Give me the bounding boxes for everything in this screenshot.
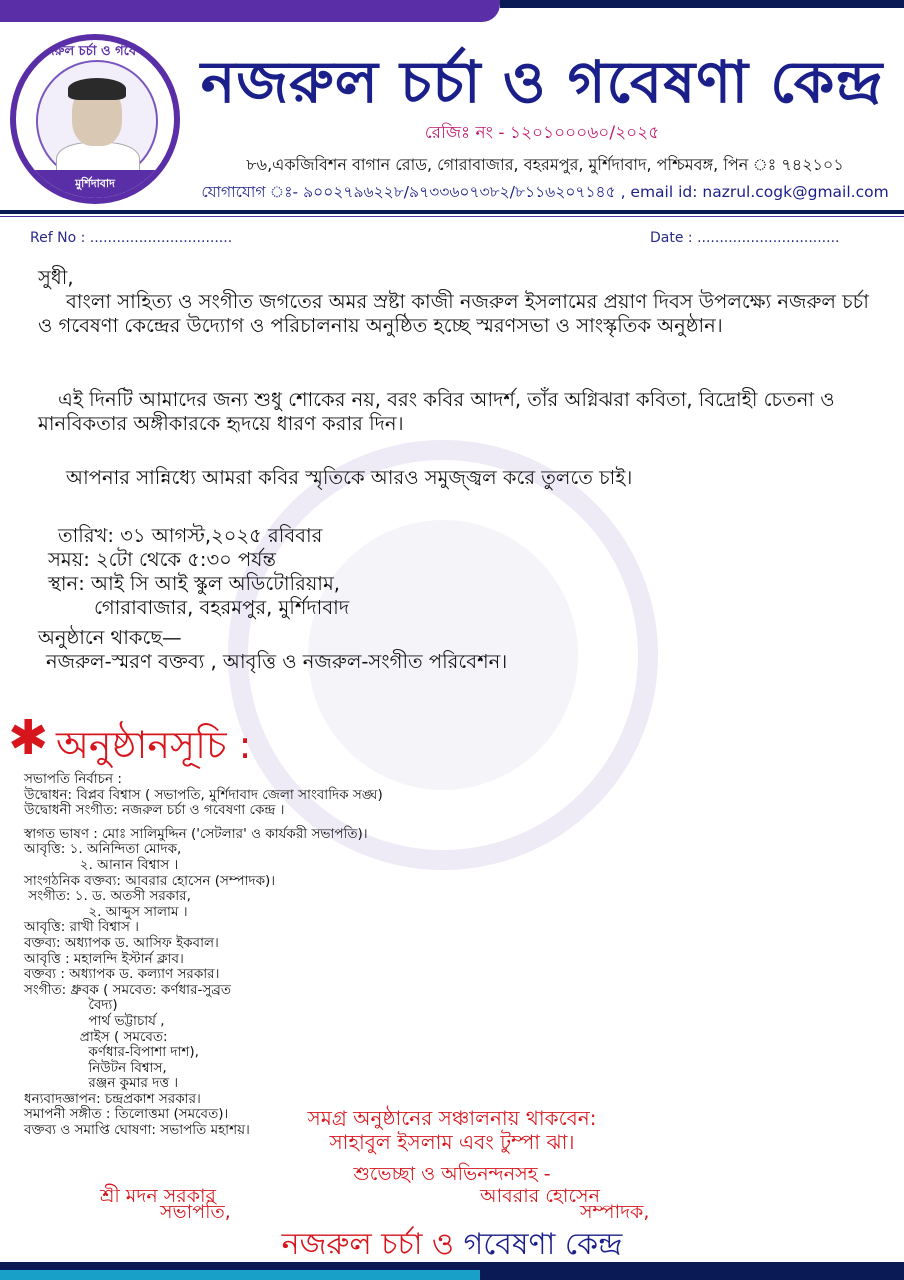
org-logo [10, 34, 180, 204]
asterisk-icon: ✱ [8, 710, 49, 766]
schedule-item: নিউটন বিশ্বাস, [24, 1059, 167, 1076]
logo-portrait [36, 60, 158, 182]
schedule-item: আবৃত্তি : মহালন্দি ইস্টার্ন ক্লাব। [24, 950, 184, 967]
conductors-line1: সমগ্র অনুষ্ঠানের সঞ্চালনায় থাকবেন: [307, 1106, 597, 1130]
logo-ring-text: নজরুল চর্চা ও গবেষণা [35, 44, 155, 59]
event-time: সময়: ২টো থেকে ৫:৩০ পর্যন্ত [48, 548, 276, 571]
paragraph-intro-text: বাংলা সাহিত্য ও সংগীত জগতের অমর স্রষ্টা কাজী নজরুল ইসলামের প্রয়াণ দিবস উপলক্ষ্যে নজরুল চর্চা ও গবেষণা কেন্দ্রের উদ্যোগ ও পরিচালনায় অনুষ্ঠিত হচ্ছে স্মরণসভা ও সাংস্কৃতিক অনুষ্ঠান। [38, 290, 869, 337]
schedule-item: বক্তব্য: অধ্যাপক ড. আসিফ ইকবাল। [24, 934, 219, 951]
top-purple-bar [0, 0, 500, 22]
logo-portrait-hair [68, 78, 126, 100]
schedule-item: বক্তব্য ও সমাপ্তি ঘোষণা: সভাপতি মহাশয়। [24, 1122, 250, 1139]
schedule-title: অনুষ্ঠানসূচি : [56, 723, 252, 767]
date-field: Date : ................................ [650, 230, 840, 246]
signer1-name: শ্রী মদন সরকার [100, 1185, 216, 1207]
schedule-item: প্রাইস ( সমবেত: [24, 1028, 168, 1045]
program-items: নজরুল-স্মরণ বক্তব্য , আবৃত্তি ও নজরুল-সংগীত পরিবেশন। [46, 650, 508, 673]
paragraph-invitation [38, 466, 888, 490]
schedule-item: বক্তব্য : অধ্যাপক ড. কল্যাণ সরকার। [24, 966, 220, 983]
paragraph-intro [38, 290, 888, 338]
schedule-item: স্বাগত ভাষণ : মোঃ সালিমুদ্দিন ('সেটলার' ও কার্যকরী সভাপতি)। [24, 825, 368, 842]
schedule-item: বৈদ্য) [24, 997, 118, 1014]
org-contact: যোগাযোগ ঃ- ৯০০২৭৯৬২২৮/৯৭৩৩৬০৭৩৮২/৮১১৬২০৭১৪৫ , email id: nazrul.cogk@gmail.com [201, 183, 889, 201]
paragraph-significance-text: এই দিনটি আমাদের জন্য শুধু শোকের নয়, বরং কবির আদর্শ, তাঁর অগ্নিঝরা কবিতা, বিদ্রোহী চেতনা ও মানবিকতার অঙ্গীকারকে হৃদয়ে ধারণ করার দিন। [38, 388, 835, 435]
logo-place: মুর্শিদাবাদ [75, 177, 115, 190]
registration-number: রেজিঃ নং - ১২০১০০০৬০/২০২৫ [424, 123, 660, 143]
org-title: নজরুল চর্চা ও গবেষণা কেন্দ্র [200, 48, 884, 116]
schedule-list [24, 772, 904, 1139]
footer-org-part1: নজরুল চর্চা ও [281, 1227, 455, 1262]
greetings-line: শুভেচ্ছা ও অভিনন্দনসহ - [353, 1163, 551, 1185]
program-summary [38, 626, 888, 674]
ref-no-field: Ref No : ................................ [30, 230, 233, 246]
schedule-item: সভাপতি নির্বাচন : [24, 771, 122, 787]
schedule-item: আবৃত্তি: ১. অনিন্দিতা মোদক, [24, 841, 182, 858]
paragraph-invitation-text: আপনার সান্নিধ্যে আমরা কবির স্মৃতিকে আরও সমুজ্জ্বল করে তুলতে চাই। [66, 466, 633, 489]
top-navy-bar [500, 0, 904, 8]
org-address: ৮৬,একজিবিশন বাগান রোড, গোরাবাজার, বহরমপুর, মুর্শিদাবাদ, পশ্চিমবঙ্গ, পিন ঃ ৭৪২১০১ [246, 155, 844, 174]
salutation: সুধী, [38, 266, 74, 289]
schedule-item: সংগীত: ১. ড. অতসী সরকার, [24, 888, 191, 905]
signer2-role: সম্পাদক, [580, 1201, 650, 1223]
schedule-item: ২. আনান বিশ্বাস । [24, 856, 179, 873]
schedule-item: সংগীত: ধ্রুবক ( সমবেত: কর্ণধার-সুব্রত [24, 981, 232, 998]
schedule-item: পার্থ ভট্টাচার্য , [24, 1012, 165, 1029]
footer-org-part2: গবেষণা কেন্দ্র [463, 1227, 623, 1262]
program-intro: অনুষ্ঠানে থাকছে— [38, 626, 182, 649]
schedule-item: আবৃত্তি: রাখী বিশ্বাস । [24, 919, 140, 936]
paragraph-significance [38, 388, 888, 436]
event-details [42, 524, 842, 620]
event-venue-line1: স্থান: আই সি আই স্কুল অডিটোরিয়াম, [48, 572, 340, 595]
schedule-item: সমাপনী সঙ্গীত : তিলোত্তমা (সমবেত)। [24, 1106, 229, 1123]
schedule-item: ধন্যবাদজ্ঞাপন: চন্দ্রপ্রকাশ সরকার। [24, 1090, 201, 1107]
header-divider-thin [0, 216, 904, 217]
schedule-item: রঞ্জন কুমার দত্ত । [24, 1075, 179, 1092]
bottom-teal-bar [0, 1270, 480, 1280]
schedule-item: উদ্বোধন: বিপ্লব বিশ্বাস ( সভাপতি, মুর্শিদাবাদ জেলা সাংবাদিক সঙ্ঘ) [24, 786, 383, 803]
event-venue-line2: গোরাবাজার, বহরমপুর, মুর্শিদাবাদ [94, 596, 350, 619]
signer2-name: আবরার হোসেন [480, 1185, 600, 1207]
schedule-item: ২. আব্দুস সালাম । [24, 903, 188, 920]
schedule-item: সাংগঠনিক বক্তব্য: আবরার হোসেন (সম্পাদক)। [24, 872, 276, 889]
signer1-role: সভাপতি, [160, 1201, 231, 1223]
schedule-item: কর্ণধার-বিপাশা দাশ), [24, 1044, 199, 1061]
header-divider [0, 210, 904, 214]
event-date: তারিখ: ৩১ আগস্ট,২০২৫ রবিবার [58, 524, 323, 547]
conductors-note [0, 1106, 904, 1154]
schedule-item: উদ্বোধনী সংগীত: নজরুল চর্চা ও গবেষণা কেন্দ্র । [24, 802, 285, 819]
conductors-line2: সাহাবুল ইসলাম এবং টুম্পা ঝা। [329, 1130, 575, 1154]
